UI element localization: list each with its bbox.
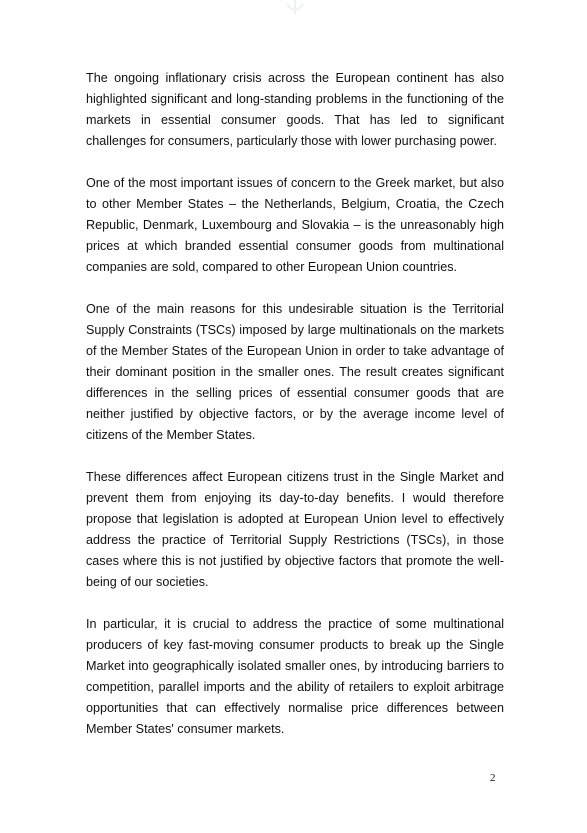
paragraph-1: The ongoing inflationary crisis across the European continent has also highlighted significant and long-standing problems in the functioning of the markets in essential consumer goods. That has led to significant challenges for consumers, particularly those with lower purchasing power. [86, 71, 504, 148]
paragraph-4: These differences affect European citizens trust in the Single Market and prevent them from enjoying its day-to-day benefits. I would therefore propose that legislation is adopted at European Union level to effectively address the practice of Territorial Supply Restrictions (TSCs), in those cases where this is not justified by objective factors that promote the well-being of our societies. [86, 470, 504, 589]
paragraph-5: In particular, it is crucial to address the practice of some multinational producers of key fast-moving consumer products to break up the Single Market into geographically isolated smaller ones, by introducing barriers to competition, parallel imports and the ability of retailers to exploit arbitrage opportunities that can effectively normalise price differences between Member States' consumer markets. [86, 617, 504, 736]
paragraph-2: One of the most important issues of concern to the Greek market, but also to other Member States – the Netherlands, Belgium, Croatia, the Czech Republic, Denmark, Luxembourg and Slovakia – is the unreasonably high prices at which branded essential consumer goods from multinational companies are sold, compared to other European Union countries. [86, 176, 504, 274]
page-number: 2 [490, 772, 496, 784]
letter-body [86, 68, 504, 761]
letterhead-mark-icon [272, 0, 318, 20]
paragraph-3: One of the main reasons for this undesirable situation is the Territorial Supply Constraints (TSCs) imposed by large multinationals on the markets of the Member States of the European Union in order to take advantage of their dominant position in the smaller ones. The result creates significant differences in the selling prices of essential consumer goods that are neither justified by objective factors, or by the average income level of citizens of the Member States. [86, 302, 504, 442]
